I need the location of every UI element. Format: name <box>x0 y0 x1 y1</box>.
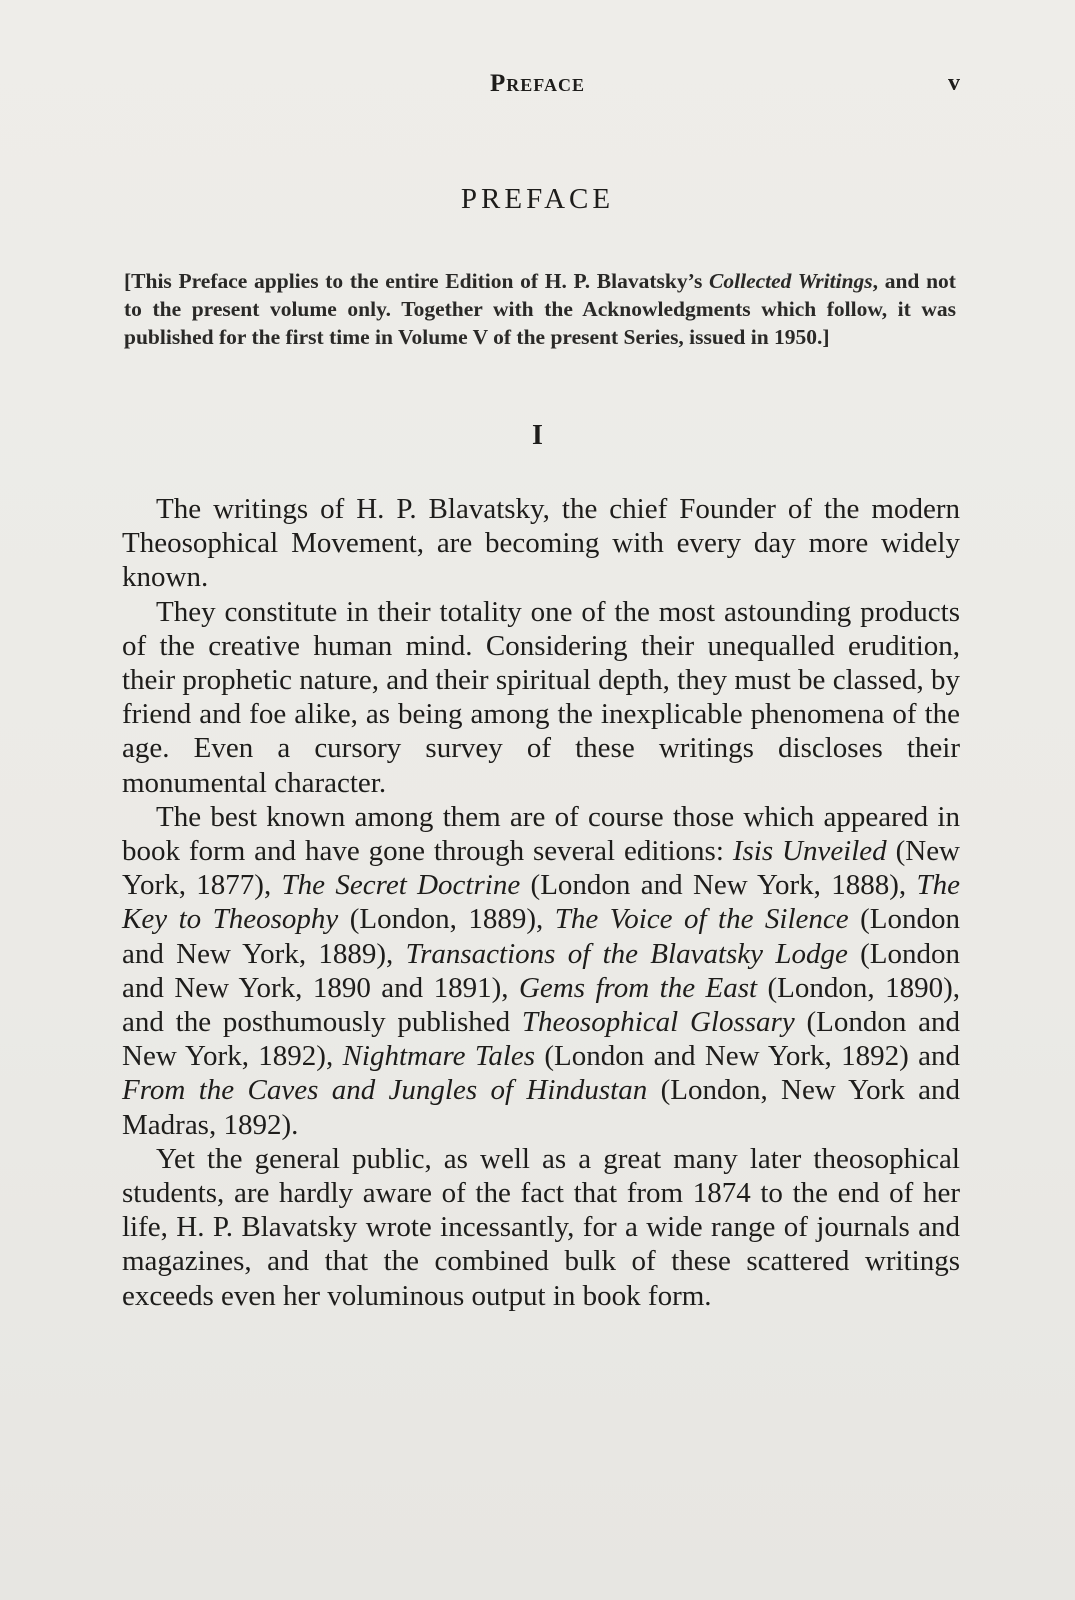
running-head-title: Preface <box>490 70 585 97</box>
text-segment: (London and New York, 1889), <box>122 903 961 970</box>
text-segment: (London, 1890), and the posthumously published <box>122 971 961 1039</box>
book-title-voice-of-the-silence: The Voice of the Silence <box>554 903 849 936</box>
book-title-nightmare-tales: Nightmare Tales <box>342 1040 536 1073</box>
editor-note-rest: , and not to the present volume only. Together with the Acknowledgments which follow, it was published for the first time in Volume V of the present Series, issued in 1950.] <box>124 269 956 349</box>
editor-note-book-title: Collected Writings <box>709 269 873 293</box>
text-segment: (London and New York, 1890 and 1891), <box>122 937 960 1004</box>
text-segment: The best known among them are of course those which appeared in book form and have gone through several editions: <box>122 800 960 868</box>
text-segment: (London, New York and Madras, 1892). <box>122 1074 960 1141</box>
text-segment: (London, 1889), <box>338 903 555 936</box>
text-segment: (London and New York, 1888), <box>520 869 917 902</box>
paragraph-1: The writings of H. P. Blavatsky, the chief Founder of the modern Theosophical Movement, are becoming with every day more widely known. <box>122 493 960 594</box>
section-numeral: I <box>532 420 543 451</box>
paragraph-4: Yet the general public, as well as a great many later theosophical students, are hardly aware of the fact that from 1874 to the end of her life, H. P. Blavatsky wrote incessantly, for a wide range of journals and magazines, and that the combined bulk of these scattered writings exceeds even her voluminous output in book form. <box>122 1142 960 1312</box>
paragraph-2: They constitute in their totality one of the most astounding products of the creative human mind. Considering their unequalled erudition, their prophetic nature, and their spiritual depth, they must be classed, by friend and foe alike, as being among the inexplicable phenomena of the age. Even a cursory survey of these writings discloses their monumental character. <box>122 595 960 799</box>
book-title-caves-and-jungles: From the Caves and Jungles of Hindustan <box>122 1074 648 1107</box>
book-title-gems-from-the-east: Gems from the East <box>518 971 758 1004</box>
chapter-title: PREFACE <box>460 183 615 215</box>
page-number: v <box>948 70 960 96</box>
text-segment: (London and New York, 1892) and <box>535 1040 960 1073</box>
book-title-isis-unveiled: Isis Unveiled <box>732 835 887 868</box>
book-title-transactions: Transactions of the Blavatsky Lodge <box>405 937 848 970</box>
editor-note <box>124 267 956 351</box>
editor-note-open: [This Preface applies to the entire Edition of H. P. Blavatsky’s <box>124 269 710 293</box>
book-title-theosophical-glossary: Theosophical Glossary <box>521 1006 795 1039</box>
text-segment: (London and New York, 1892), <box>122 1006 960 1073</box>
book-title-secret-doctrine: The Secret Doctrine <box>281 869 521 902</box>
running-head <box>0 70 1075 100</box>
paragraph-3 <box>122 800 960 1142</box>
book-title-key-to-theosophy: The Key to Theosophy <box>122 869 961 936</box>
text-segment: (New York, 1877), <box>122 835 961 902</box>
body-text <box>122 492 960 1313</box>
